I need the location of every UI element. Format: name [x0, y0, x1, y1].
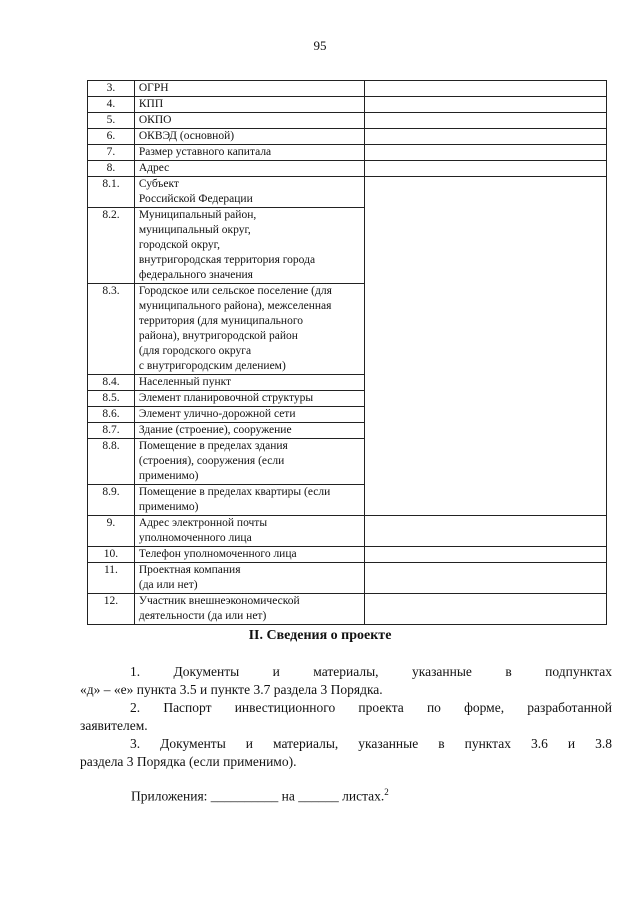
row-label-line: Здание (строение), сооружение: [138, 424, 292, 436]
row-label-line: федерального значения: [138, 269, 253, 281]
row-value-cell[interactable]: [365, 113, 607, 129]
row-value-cell[interactable]: [365, 547, 607, 563]
row-number: 8.3.: [88, 284, 135, 375]
row-label: [134, 129, 364, 145]
row-label: [134, 177, 364, 208]
row-label-line: Адрес электронной почты: [138, 517, 268, 529]
row-label: [134, 81, 364, 97]
row-label: [134, 485, 364, 516]
paragraph-3-line-1: 3. Документы и материалы, указанные в пунктах 3.6 и 3.8: [130, 736, 612, 751]
row-label-line: Размер уставного капитала: [138, 146, 272, 158]
row-label: [134, 423, 364, 439]
attachments-line: [131, 787, 389, 805]
row-label-line: применимо): [138, 470, 199, 482]
row-label-line: ОГРН: [138, 82, 169, 94]
row-label-line: муниципального района), межселенная: [138, 300, 332, 312]
row-value-cell[interactable]: [365, 81, 607, 97]
row-label-line: (для городского округа: [138, 345, 252, 357]
row-value-cell[interactable]: [365, 563, 607, 594]
row-label-line: района), внутригородской район: [138, 330, 298, 342]
row-number: 5.: [88, 113, 135, 129]
row-number: 8.1.: [88, 177, 135, 208]
row-value-cell[interactable]: [365, 594, 607, 625]
row-label: [134, 161, 364, 177]
row-label: [134, 208, 364, 284]
row-label-line: ОКВЭД (основной): [138, 130, 235, 142]
row-label: [134, 516, 364, 547]
row-label-line: Адрес: [138, 162, 170, 174]
row-label-line: с внутригородским делением): [138, 360, 286, 372]
row-label-line: Проектная компания: [138, 564, 241, 576]
row-number: 9.: [88, 516, 135, 547]
applicant-info-table: [87, 80, 607, 625]
row-label: [134, 439, 364, 485]
row-label-line: ОКПО: [138, 114, 172, 126]
row-number: 8.8.: [88, 439, 135, 485]
table-row: [88, 113, 607, 129]
row-label-line: Помещение в пределах здания: [138, 440, 288, 452]
row-label-line: Городское или сельское поселение (для: [138, 285, 332, 297]
paragraph-1: [80, 663, 612, 699]
paragraph-3: [80, 735, 612, 771]
row-number: 8.4.: [88, 375, 135, 391]
attachments-text: Приложения: __________ на ______ листах.: [131, 788, 385, 804]
row-number: 8.: [88, 161, 135, 177]
table-row: [88, 547, 607, 563]
row-label-line: (да или нет): [138, 579, 198, 591]
paragraph-2: [80, 699, 612, 735]
row-label-line: Муниципальный район,: [138, 209, 257, 221]
table-row: [88, 129, 607, 145]
table-row: [88, 177, 607, 208]
row-label: [134, 547, 364, 563]
paragraph-1-line-2: «д» – «е» пункта 3.5 и пункте 3.7 раздела 3 Порядка.: [80, 682, 383, 697]
row-label-line: уполномоченного лица: [138, 532, 252, 544]
row-label-line: Элемент планировочной структуры: [138, 392, 314, 404]
table-row: [88, 97, 607, 113]
paragraph-1-line-1: 1. Документы и материалы, указанные в подпунктах: [130, 664, 612, 679]
table-row: [88, 161, 607, 177]
row-value-cell[interactable]: [365, 161, 607, 177]
row-label: [134, 375, 364, 391]
section-title: II. Сведения о проекте: [248, 628, 392, 643]
row-number: 10.: [88, 547, 135, 563]
row-value-cell[interactable]: [365, 129, 607, 145]
row-number: 8.6.: [88, 407, 135, 423]
row-label-line: деятельности (да или нет): [138, 610, 267, 622]
row-value-cell[interactable]: [365, 145, 607, 161]
row-label-line: Российской Федерации: [138, 193, 253, 205]
row-value-cell[interactable]: [365, 177, 607, 516]
row-label: [134, 113, 364, 129]
row-label: [134, 145, 364, 161]
row-label-line: Участник внешнеэкономической: [138, 595, 300, 607]
row-label-line: Элемент улично-дорожной сети: [138, 408, 296, 420]
paragraph-3-line-2: раздела 3 Порядка (если применимо).: [80, 754, 297, 769]
row-label-line: КПП: [138, 98, 164, 110]
row-label-line: применимо): [138, 501, 199, 513]
row-label-line: (строения), сооружения (если: [138, 455, 285, 467]
row-number: 8.2.: [88, 208, 135, 284]
row-label-line: городской округ,: [138, 239, 220, 251]
row-label-line: Телефон уполномоченного лица: [138, 548, 297, 560]
row-label-line: Помещение в пределах квартиры (если: [138, 486, 331, 498]
row-label-line: внутригородская территория города: [138, 254, 316, 266]
row-number: 8.9.: [88, 485, 135, 516]
row-label: [134, 97, 364, 113]
page-number: 95: [313, 38, 327, 53]
row-label: [134, 594, 364, 625]
row-number: 3.: [88, 81, 135, 97]
table-row: [88, 145, 607, 161]
row-label: [134, 563, 364, 594]
paragraph-2-line-1: 2. Паспорт инвестиционного проекта по форме, разработанной: [130, 700, 612, 715]
row-number: 6.: [88, 129, 135, 145]
row-number: 11.: [88, 563, 135, 594]
row-label-line: Населенный пункт: [138, 376, 232, 388]
row-number: 8.5.: [88, 391, 135, 407]
row-number: 7.: [88, 145, 135, 161]
row-label: [134, 407, 364, 423]
row-number: 4.: [88, 97, 135, 113]
row-label: [134, 284, 364, 375]
row-label: [134, 391, 364, 407]
table-body: [88, 81, 607, 625]
footnote-mark: 2: [384, 787, 389, 797]
paragraph-2-line-2: заявителем.: [80, 718, 148, 733]
table-row: [88, 594, 607, 625]
table-row: [88, 81, 607, 97]
row-number: 8.7.: [88, 423, 135, 439]
row-label-line: Субъект: [138, 178, 179, 190]
row-value-cell[interactable]: [365, 516, 607, 547]
table-row: [88, 516, 607, 547]
row-label-line: муниципальный округ,: [138, 224, 251, 236]
row-label-line: территория (для муниципального: [138, 315, 304, 327]
table-row: [88, 563, 607, 594]
row-value-cell[interactable]: [365, 97, 607, 113]
row-number: 12.: [88, 594, 135, 625]
